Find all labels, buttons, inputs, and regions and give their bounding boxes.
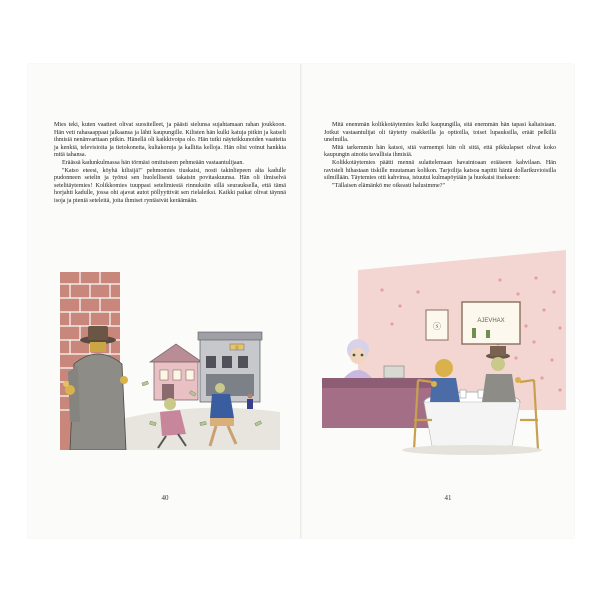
right-paragraph-1: Mitä enemmän kolikkotäytemies kulki kaupungilla, sitä enemmän hän tapasi kaltaisiaan. Jotkut vastaantulijat oli täytetty osakkeilla ja optioilla, toiset lupauksilla, eräät pelkillä unelmilla.: [324, 122, 556, 144]
left-page: [28, 64, 300, 538]
right-paragraph-4: "Tällaisen elämänkö me oikeasti halusimme?": [332, 182, 445, 189]
grey-building: [198, 332, 262, 402]
book-spread: [28, 64, 574, 538]
wall-picture-left-symbol: ⓢ: [433, 322, 441, 331]
wall-picture-right: [462, 302, 520, 344]
wall-picture-right-text: AJEVHAX: [477, 318, 505, 324]
left-page-number: 40: [161, 494, 169, 502]
street-illustration: [50, 272, 280, 450]
left-paragraph-3: "Katso eteesi, köyhä kilisijä!" pehmomies tiuskaisi, nosti takinliepeen alta kadulle pudonneen setelin ja työnsi sen huolellisesti takaisin povitaskuunsa. Hän oli ilmiselvä setelitäytemies! Kolikkomies tuuppasi setelimiestä rinnuksiin sillä seurauksella, että tämä horjahti kadulle, jossa ohi ajavat autot pöllyyttivät sen rielaleiksi. Kaikki paikat olivat täynnä isoja ja pieniä seteleitä, joita ihmiset ryntäsivät keräämään.: [54, 167, 286, 204]
right-paragraph-2: Mitä tarkemmin hän katsoi, sitä varmempi hän oli siitä, että pikkulapset olivat koko kaupungin ainoita tavallisia ihmisiä.: [324, 144, 556, 159]
right-page-number: 41: [444, 494, 452, 502]
wall-picture-left: [426, 310, 448, 340]
right-page: [302, 64, 574, 538]
cash-register: [384, 366, 404, 378]
cafe-scene-svg: [322, 250, 566, 460]
left-paragraph-1: Mies teki, kuten vaatteet olivat suositelleet, ja päästi sielunsa sujahtamaan rahan joukkoon. Hän veti rahasaappaat jalkaansa ja lähti kaupungille. Kilisten hän kulki katuja pitkin ja katseli ihmisiä nenänvarttaan pitkin. Hänellä oli kaikkivoipa olo. Hän tutki näyteikkunoiden vaatteita ja kenkiä, televisioita ja tietokoneita, kultakoruja ja kalliita kelloja. Hän olisi voinut hankkia mitä tahansa.: [54, 122, 286, 159]
left-page-text: [54, 122, 286, 206]
distant-figure: [247, 394, 253, 410]
right-page-text: [324, 122, 556, 190]
right-paragraph-3: Kolikkotäytemies päätti mennä sulattelemaan havaintoaan erääseen kahvilaan. Hän ravisteli hihastaan tiskille muutaman kolikon. Tarjoilija katsoa napitti häntä dollarikuvioisilla silmillään. Täytemies otti kahvinsa, istuutui kulmapöytään ja huokaisi itsekseen:: [324, 159, 556, 182]
shop-sign-text: ⓢ: [235, 345, 239, 350]
left-paragraph-2: Eräässä kadunkulmassa hän törmäsi omituiseen pehmeään vastaantulijaan.: [62, 159, 244, 166]
street-scene-svg: [50, 272, 280, 450]
cafe-illustration: [322, 250, 566, 460]
